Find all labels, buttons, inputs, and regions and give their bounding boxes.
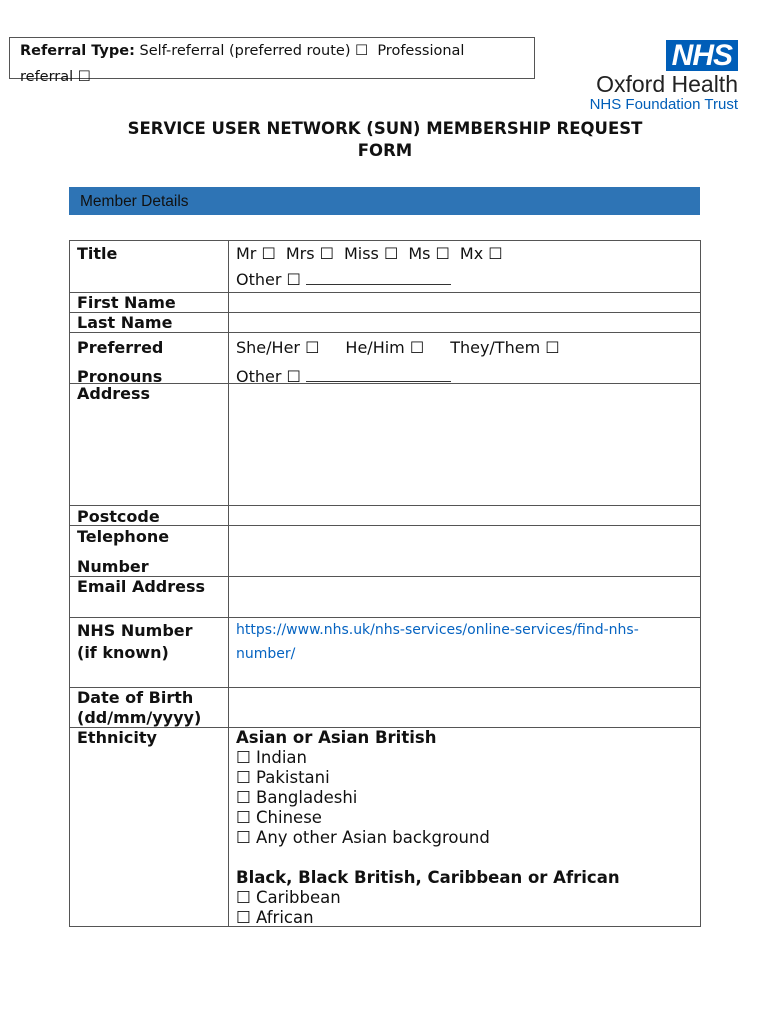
- professional-referral-label: Professional: [377, 43, 465, 59]
- pronoun-they[interactable]: They/Them ☐: [450, 338, 560, 357]
- telephone-label-1: Telephone: [77, 527, 170, 546]
- ethnicity-pakistani[interactable]: ☐ Pakistani: [236, 768, 330, 787]
- pronouns-label-2: Pronouns: [77, 367, 163, 386]
- nhs-logo: [570, 40, 738, 120]
- section-header: Member Details: [69, 187, 700, 215]
- ethnicity-label: Ethnicity: [69, 728, 229, 926]
- dob-input[interactable]: [229, 688, 701, 727]
- telephone-label-2: Number: [77, 557, 149, 576]
- org-name: Oxford Health: [596, 71, 738, 97]
- address-input[interactable]: [229, 384, 701, 505]
- row-nhs-number: [69, 617, 701, 687]
- ethnicity-indian[interactable]: ☐ Indian: [236, 748, 307, 767]
- title-label: Title: [69, 241, 229, 292]
- title-ms[interactable]: Ms ☐: [408, 244, 450, 263]
- ethnicity-caribbean[interactable]: ☐ Caribbean: [236, 888, 341, 907]
- telephone-input[interactable]: [229, 526, 701, 576]
- pronoun-he[interactable]: He/Him ☐: [345, 338, 425, 357]
- title-miss[interactable]: Miss ☐: [343, 244, 399, 263]
- title-other-input[interactable]: [306, 272, 451, 285]
- row-email: [69, 576, 701, 617]
- title-mrs[interactable]: Mrs ☐: [285, 244, 334, 263]
- email-input[interactable]: [229, 577, 701, 617]
- ethnicity-bangladeshi[interactable]: ☐ Bangladeshi: [236, 788, 358, 807]
- postcode-input[interactable]: [229, 506, 701, 525]
- page-title: [60, 118, 710, 162]
- trust-name: NHS Foundation Trust: [589, 96, 738, 113]
- row-last-name: [69, 312, 701, 332]
- first-name-label: First Name: [69, 293, 229, 312]
- row-title: [69, 240, 701, 292]
- row-ethnicity: [69, 727, 701, 927]
- row-dob: [69, 687, 701, 727]
- referral-type-box: [9, 37, 535, 85]
- row-address: [69, 383, 701, 505]
- row-postcode: [69, 505, 701, 525]
- dob-label-1: Date of Birth: [77, 688, 194, 707]
- address-label: Address: [69, 384, 229, 505]
- ethnicity-other-asian[interactable]: ☐ Any other Asian background: [236, 828, 490, 847]
- row-pronouns: [69, 332, 701, 386]
- nhs-number-input[interactable]: [229, 618, 701, 687]
- ethnicity-chinese[interactable]: ☐ Chinese: [236, 808, 322, 827]
- last-name-input[interactable]: [229, 313, 701, 332]
- email-label: Email Address: [69, 577, 229, 617]
- dob-label-2: (dd/mm/yyyy): [77, 708, 202, 727]
- row-first-name: [69, 292, 701, 312]
- title-other[interactable]: Other ☐: [236, 270, 301, 289]
- last-name-label: Last Name: [69, 313, 229, 332]
- pronoun-she[interactable]: She/Her ☐: [236, 338, 320, 357]
- title-mx[interactable]: Mx ☐: [459, 244, 503, 263]
- pronoun-other[interactable]: Other ☐: [236, 367, 301, 386]
- nhs-logo-mark: NHS: [666, 40, 738, 71]
- ethnicity-group-asian: Asian or Asian British: [236, 728, 437, 747]
- title-line-1: SERVICE USER NETWORK (SUN) MEMBERSHIP REQUEST: [127, 119, 643, 138]
- row-telephone: [69, 525, 701, 576]
- self-referral-checkbox[interactable]: Self-referral (preferred route) ☐: [139, 43, 369, 59]
- nhs-number-link[interactable]: https://www.nhs.uk/nhs-services/online-services/find-nhs- number/: [236, 622, 639, 662]
- pronoun-other-input[interactable]: [306, 369, 451, 382]
- ethnicity-group-black: Black, Black British, Caribbean or African: [236, 868, 620, 887]
- referral-label: Referral Type:: [20, 43, 135, 59]
- postcode-label: Postcode: [69, 506, 229, 525]
- ethnicity-african[interactable]: ☐ African: [236, 908, 314, 927]
- professional-referral-checkbox[interactable]: referral ☐: [20, 69, 91, 85]
- title-mr[interactable]: Mr ☐: [236, 244, 276, 263]
- nhs-number-label-2: (if known): [77, 643, 169, 662]
- nhs-number-label-1: NHS Number: [77, 621, 193, 640]
- first-name-input[interactable]: [229, 293, 701, 312]
- title-line-2: FORM: [357, 141, 413, 160]
- pronouns-label-1: Preferred: [77, 338, 164, 357]
